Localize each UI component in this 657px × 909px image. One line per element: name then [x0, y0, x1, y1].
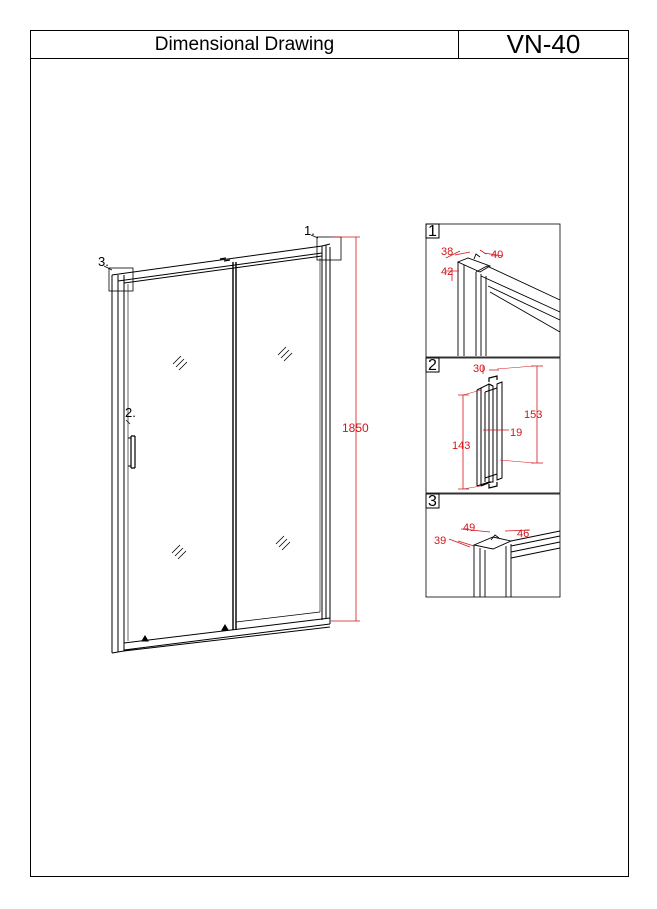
height-value: 1850 — [342, 421, 369, 435]
shower-door-view — [104, 235, 341, 653]
detail-1-number: 1 — [428, 223, 437, 240]
detail-1 — [426, 223, 560, 357]
detail-3-number: 3 — [428, 493, 437, 510]
detail-2 — [426, 357, 560, 493]
callout-2: 2. — [125, 405, 136, 420]
detail-2-number: 2 — [428, 357, 437, 374]
detail-3-dim-46: 46 — [517, 528, 530, 540]
detail-2-dim-30: 30 — [473, 363, 486, 375]
model-number: VN-40 — [506, 29, 581, 59]
detail-1-dim-42: 42 — [441, 266, 454, 278]
detail-3-dim-49: 49 — [463, 522, 476, 534]
detail-2-dim-153: 153 — [524, 409, 543, 421]
callout-3: 3. — [98, 254, 109, 269]
drawing-title: Dimensional Drawing — [31, 31, 459, 58]
detail-1-dim-38: 38 — [441, 246, 454, 258]
height-dimension — [331, 237, 369, 621]
detail-2-dim-143: 143 — [452, 440, 471, 452]
callout-1: 1. — [304, 223, 315, 238]
detail-2-dim-19: 19 — [510, 427, 523, 439]
detail-3 — [426, 493, 560, 597]
detail-3-dim-39: 39 — [434, 535, 447, 547]
detail-1-dim-40: 40 — [491, 249, 504, 261]
